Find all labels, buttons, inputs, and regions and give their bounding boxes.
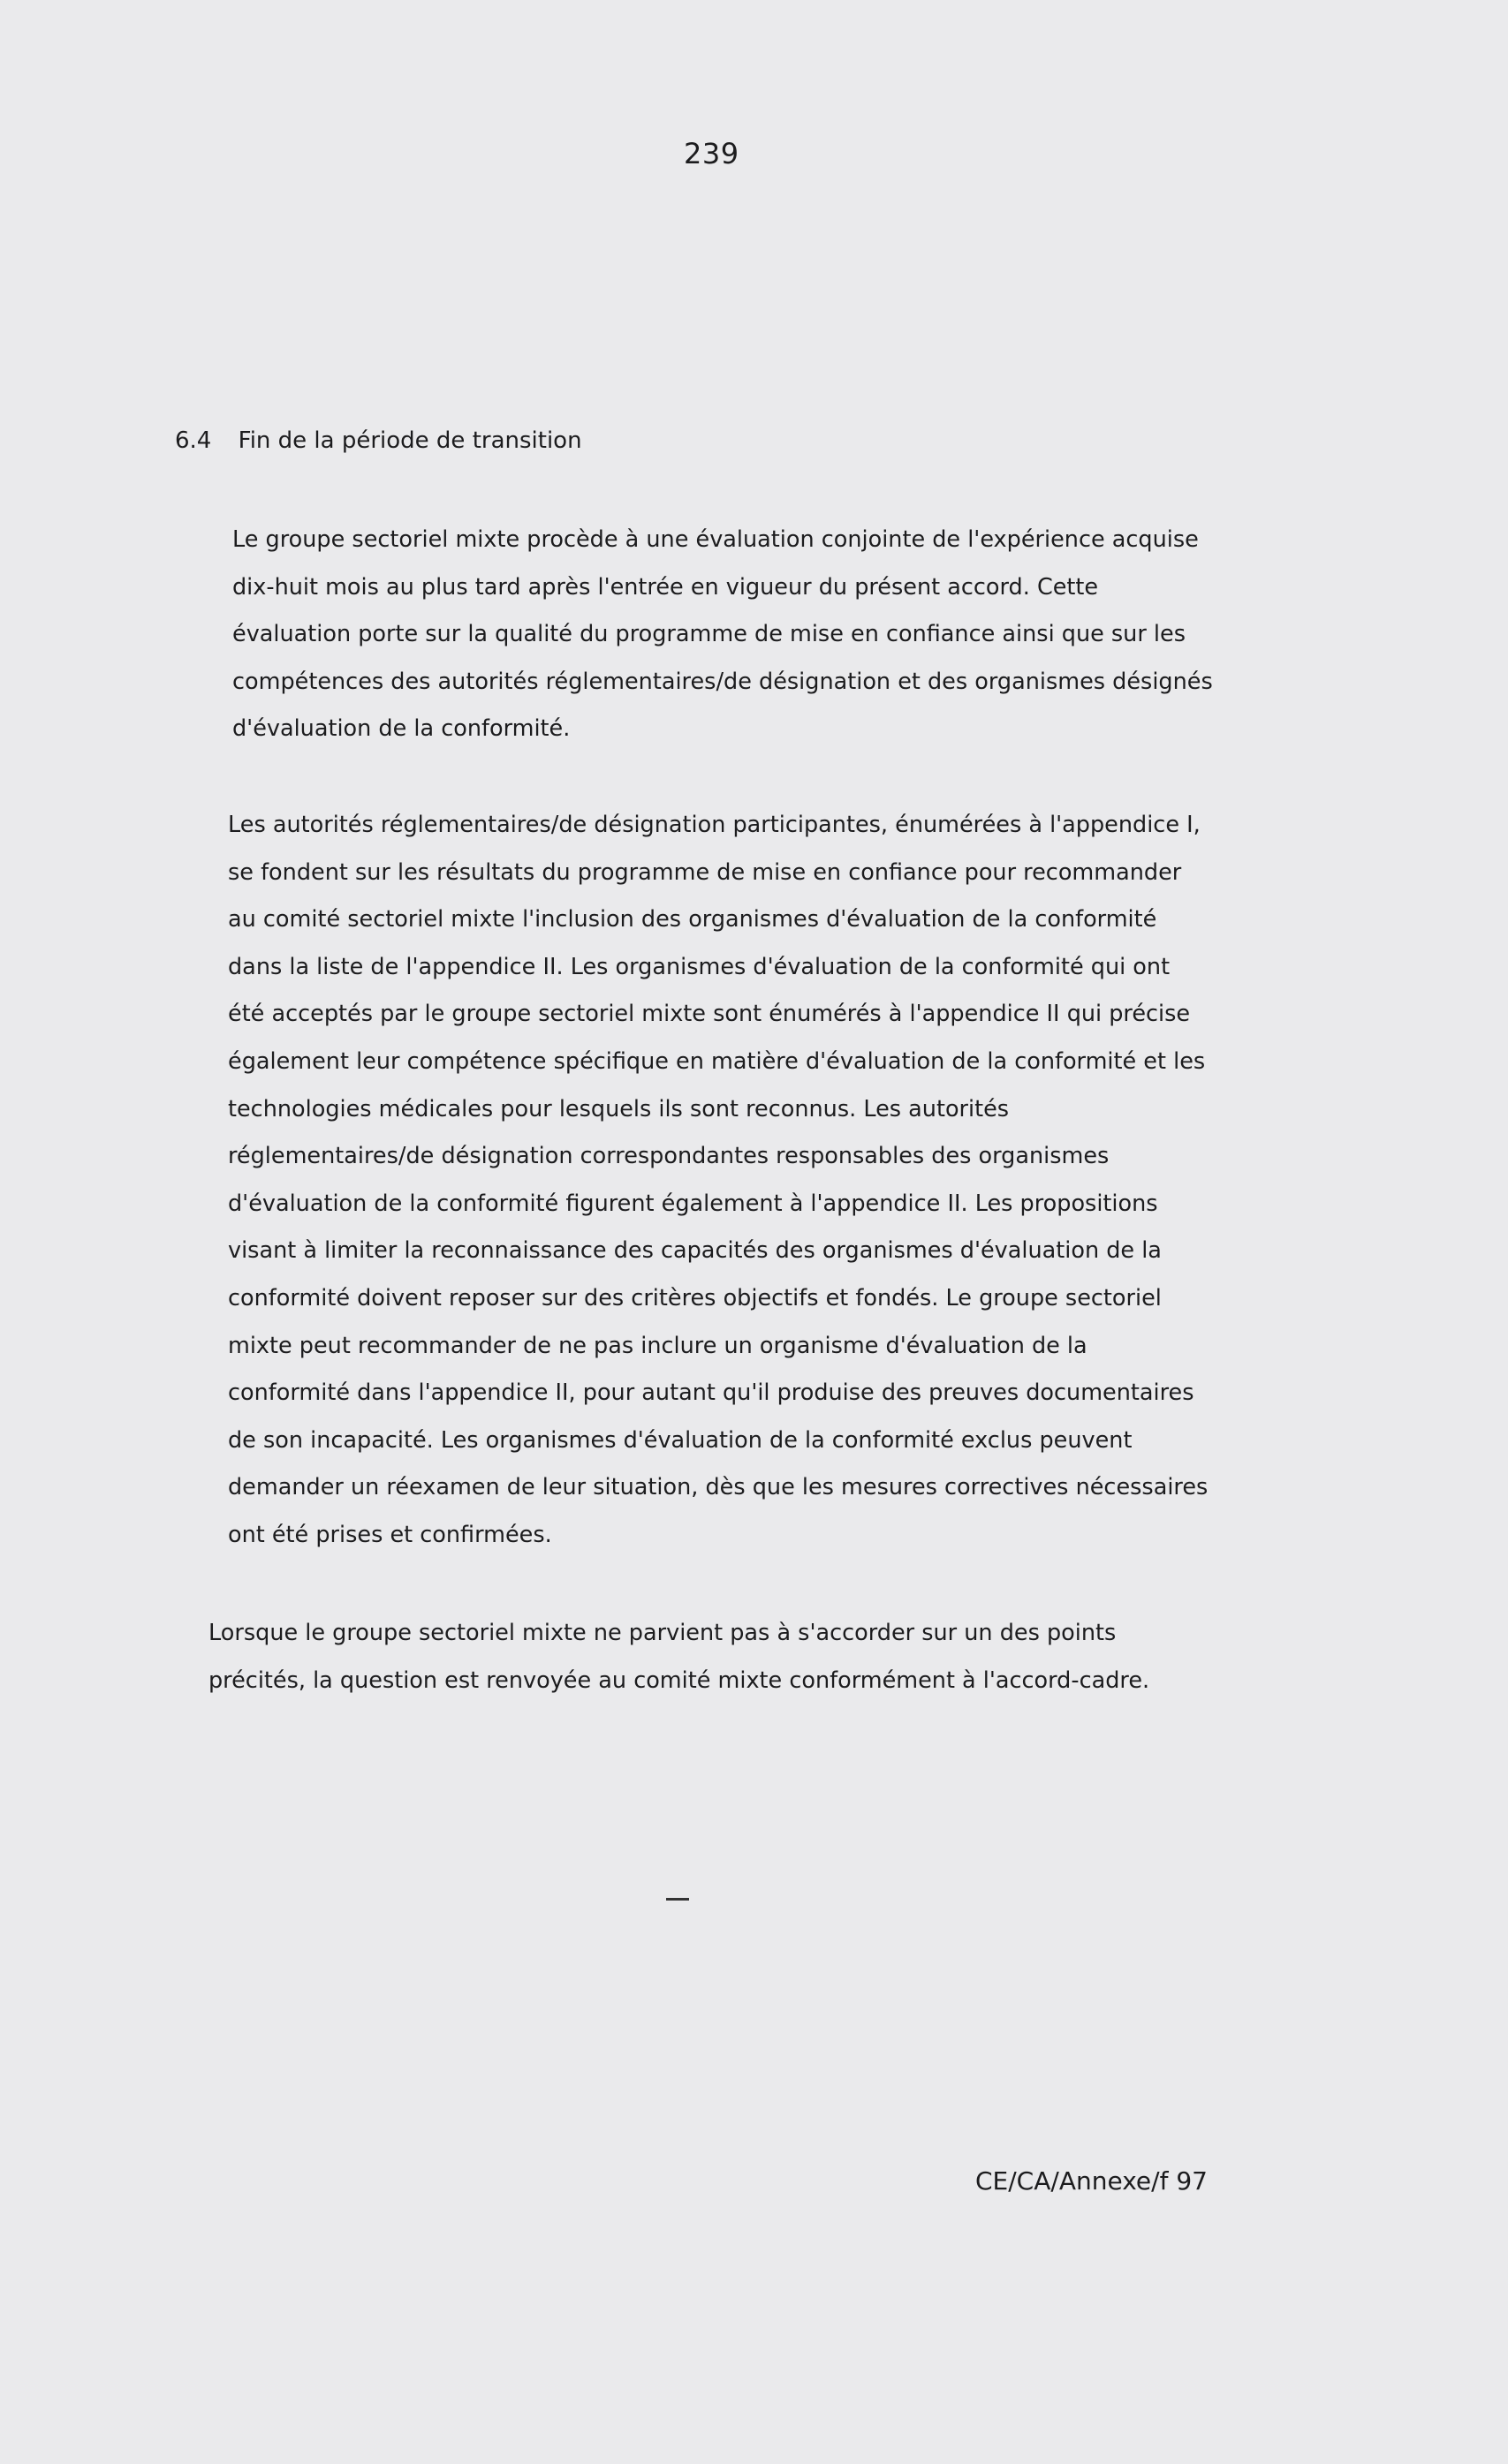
paragraph-line: d'évaluation de la conformité. (232, 715, 571, 743)
paragraph-line: dix-huit mois au plus tard après l'entrée en vigueur du présent accord. Cette (232, 573, 1099, 601)
paragraph-line: d'évaluation de la conformité figurent également à l'appendice II. Les propositions (228, 1190, 1158, 1217)
footer-reference: CE/CA/Annexe/f 97 (975, 2166, 1208, 2196)
paragraph-2 (228, 802, 1208, 1560)
paragraph-line: visant à limiter la reconnaissance des capacités des organismes d'évaluation de la (228, 1237, 1162, 1265)
section-number: 6.4 (175, 427, 212, 454)
paragraph-line: été acceptés par le groupe sectoriel mixte sont énumérés à l'appendice II qui précise (228, 1001, 1191, 1028)
paragraph-line: compétences des autorités réglementaires/de désignation et des organismes désignés (232, 668, 1213, 695)
section-heading (175, 427, 582, 454)
paragraph-line: réglementaires/de désignation correspondantes responsables des organismes (228, 1143, 1110, 1170)
page-number: 239 (684, 137, 739, 170)
paragraph-line: mixte peut recommander de ne pas inclure un organisme d'évaluation de la (228, 1332, 1087, 1359)
closing-dash (666, 1898, 689, 1901)
paragraph-line: Lorsque le groupe sectoriel mixte ne parvient pas à s'accorder sur un des points (208, 1620, 1117, 1646)
paragraph-line: de son incapacité. Les organismes d'évaluation de la conformité exclus peuvent (228, 1426, 1133, 1454)
paragraph-line: au comité sectoriel mixte l'inclusion des organismes d'évaluation de la conformité (228, 906, 1157, 933)
paragraph-line: évaluation porte sur la qualité du programme de mise en confiance ainsi que sur les (232, 621, 1186, 648)
paragraph-line: conformité doivent reposer sur des critères objectifs et fondés. Le groupe sectoriel (228, 1284, 1162, 1311)
paragraph-line: également leur compétence spécifique en matière d'évaluation de la conformité et les (228, 1047, 1206, 1075)
paragraph-line: dans la liste de l'appendice II. Les organismes d'évaluation de la conformité qui ont (228, 953, 1171, 980)
section-title: Fin de la période de transition (238, 427, 582, 454)
paragraph-line: technologies médicales pour lesquels ils sont reconnus. Les autorités (228, 1095, 1010, 1122)
paragraph-3 (208, 1610, 1149, 1704)
paragraph-line: Le groupe sectoriel mixte procède à une évaluation conjointe de l'expérience acquise (232, 526, 1199, 553)
paragraph-line: demander un réexamen de leur situation, dès que les mesures correctives nécessaires (228, 1474, 1209, 1501)
paragraph-line: se fondent sur les résultats du programme de mise en confiance pour recommander (228, 858, 1182, 886)
paragraph-line: conformité dans l'appendice II, pour autant qu'il produise des preuves documentaires (228, 1379, 1194, 1407)
paragraph-1 (232, 517, 1213, 753)
paragraph-line: ont été prises et confirmées. (228, 1521, 552, 1548)
paragraph-line: précités, la question est renvoyée au comité mixte conformément à l'accord-cadre. (208, 1667, 1150, 1694)
paragraph-line: Les autorités réglementaires/de désignation participantes, énumérées à l'appendice I, (228, 812, 1201, 838)
